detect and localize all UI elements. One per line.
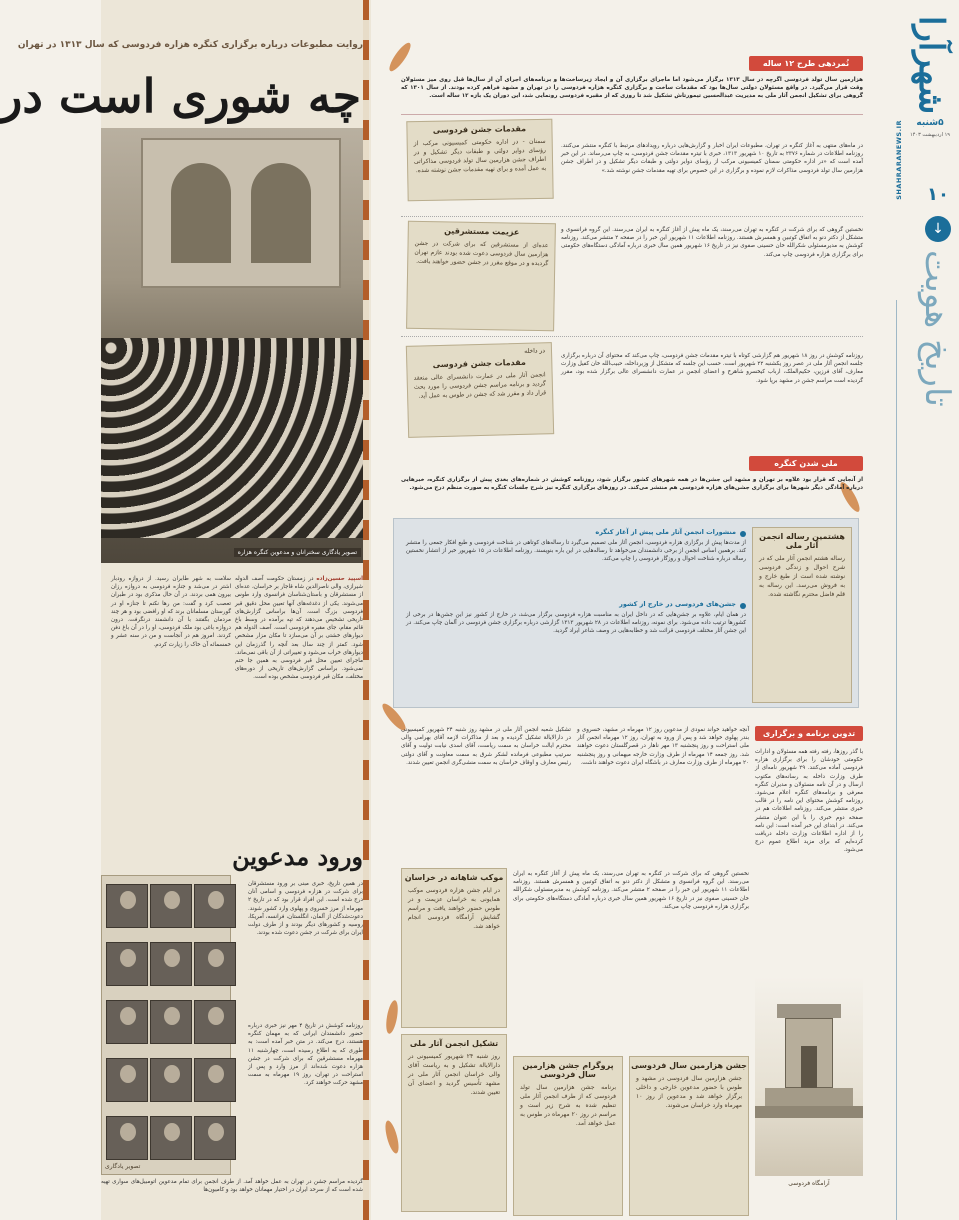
down-arrow-icon: ↓ — [925, 216, 951, 242]
left-headline: چه شوری است در — [0, 69, 361, 123]
section2-text: از آنجایی که قرار بود علاوه بر تهران و مشهد این جشن‌ها در همه شهرهای کشور برگزار شود، روزنامه کوشش در شماره‌های بعدی پیش از برگزاری کنگره، خبرهایی درباره آمادگی دیگر شهرها برای برگزاری جشن‌های هزاره فردوسی هم منتشر می‌کند. در روزهای برگزاری کنگره نیز شرح جلسات کنگره به صورت منظم درج می‌شود. — [401, 477, 863, 492]
section-title-arrivals: ورود مدعوین — [232, 842, 363, 871]
news-box — [393, 518, 859, 708]
clipping-text: در ایام جشن هزاره فردوسی موکب همایونی به خراسان عزیمت و در طوس حضور خواهند یافت و مراسم گشایش آرامگاه فردوسی انجام خواهد شد. — [408, 887, 500, 930]
portrait-photo — [106, 942, 148, 986]
newspaper-clipping-8 — [629, 1056, 749, 1216]
portrait-photo — [150, 1116, 192, 1160]
newspaper-clipping-3 — [406, 342, 554, 438]
leaf-ornament — [383, 1119, 401, 1154]
left-col1-body: در زمستان حکومت آصف الدوله شیرازی، والی ناصرالدین شاه قاجار بر خراسان، عده‌ای از مستشرقان و باستان‌شناسان فرانسوی وارد طوس می‌شوند. یکی از دغدغه‌های آنها تعیین محل دقیق قبر فردوسی بزرگ است. آن‌ها براساس گزارش‌های تاریخی تشخیص می‌دهند که تپه برآمده در وسط باغ قائم مقام، جای مقبره فردوسی است. آصف الدوله هم دیوارهای خشتی بر آن می‌سازد تا مکان مزار مشخص شود. کمتر از چند سال بعد آنچه را گذرزمان این دیوارهای خراب می‌شود و تغییراتی از آن باقی نمی‌ماند. ماجرای تعیین محل قبر فردوسی به همین جا ختم نمی‌شود. براساس گزارش‌های تاریخی از دوره‌های مختلف، مکان قبر فردوسی مشخص بوده است. — [235, 576, 363, 681]
news-text-2: در همان ایام، علاوه بر جشن‌هایی که در داخل ایران به مناسبت هزاره فردوسی برگزار می‌شد، در خارج از کشور نیز این جشن‌ها در برخی از کشورها ترتیب داده می‌شود. برای نمونه، روزنامه اطلاعات در ۲۸ شهریور ۱۳۱۳ گزارشی درباره برگزاری جشن فردوسی در آلمان چاپ می‌کند. در این جشن آثار مختلف فردوسی قرائت شد و خطابه‌هایی در وصف شاعر ایراد گردید. — [406, 612, 746, 635]
group-photo — [101, 128, 363, 563]
logo: شهرآرا — [911, 15, 951, 114]
left-bottom-column-2: روزنامه کوشش در تاریخ ۴ مهر نیز خبری درباره حضور دانشمندان ایرانی که به مهمان کنگره هستند، درج می‌کند. در متن خبر آمده است: به طوری که به اطلاع رسیده است، چهارشنبه ۱۱ مهرماه مستشرقین که برای شرکت در جشن هزاره دعوت شده‌اند از مرز وارد و پس از استراحت در تهران، روز ۱۹ مهرماه به سمت مشهد حرکت خواهند کرد. — [248, 1023, 363, 1087]
newspaper-clipping-7 — [513, 1056, 623, 1216]
clipping-text: روز شنبه ۲۴ شهریور کمیسیونی در دارالایالة تشکیل و به ریاست آقای والی خراسان انجمن آثار ملی در مشهد تأسیس گردید و اعضای آن تعیین شدند. — [408, 1053, 500, 1096]
portraits-grid — [101, 875, 231, 1175]
author-name: اسپید حسین‌زاده — [316, 576, 363, 582]
mid-column-text-3 — [513, 870, 749, 1050]
clipping-text: رساله هشتم انجمن آثار ملی که در شرح احوال و زندگی فردوسی نوشته شده است از طبع خارج و به فروش می‌رسد. این رساله به قلم فاضل محترم نگاشته شده. — [759, 555, 845, 598]
section1-intro: هزارمین سال تولد فردوسی اگرچه در سال ۱۳۱۳ برگزار می‌شود اما ماجرای برگزاری آن و ایجاد زیرساخت‌ها و برنامه‌های اجرای آن از سال‌ها قبل روی میز مسئولان وقت قرار می‌گیرد. در واقع مسئولان دولتی سال‌ها بود که مقدمات ساخت و برگزاری کنگره هزاره فردوسی را در تهران و مشهد فراهم کرده بودند. از سال ۱۳۰۱ که گروهی برای تشکیل انجمن آثار ملی به مدیریت عبدالحسین تیمورتاش تشکیل شد تا روزی که از مقبره فردوسی رونمایی شد، این دوران یک بازه ۱۲ ساله است. — [401, 77, 863, 100]
portrait-photo — [106, 1116, 148, 1160]
dotted-rule — [401, 216, 863, 217]
monument-steps — [755, 1106, 863, 1118]
portrait-photo — [106, 884, 148, 928]
clipping-title: مقدمات جشن فردوسی — [432, 124, 527, 135]
portrait-photo — [106, 1000, 148, 1044]
clipping-title: پروگرام جشن هزارمین سال فردوسی — [522, 1061, 614, 1079]
clipping-title: جشن هزارمین سال فردوسی — [631, 1061, 747, 1070]
newspaper-clipping-5 — [401, 1034, 507, 1212]
section1-paragraph-1: در ماه‌های منتهی به آغاز کنگره در تهران، مطبوعات ایران اخبار و گزارش‌هایی درباره رویدادهای مرتبط با کنگره منتشر می‌کنند. روزنامه اطلاعات در شماره ۲۳۷۶ به تاریخ ۱۰ شهریور ۱۳۱۳، خبری با تیتره مقدمات جشن فردوسی، به چاپ می‌رساند. در این خبر آمده است که «در اداره حکومتی سمنان کمیسیونی مرکب از رؤسای دوایر دولتی و طبقات دیگر تشکیل و در اطراف جشن هزارمین سال تولد فردوسی مذاکرات لازم نموده و برگزاری در این خصوص برای تهیه مقدمات جشن نوشته شد.» — [561, 143, 864, 174]
monument-door — [801, 1046, 817, 1088]
day-label: ۵شنبه — [916, 118, 944, 128]
mid-column-text-1: آنچه خواهید خواند نمودی از مدعوین روز ۱۲ مهرماه در مشهد، خسروی و بندر پهلوی خواهد شد و پس از ورود به تهران، روز ۱۲ مهرماه انجمن آثار ملی استراحت و روز پنجشنبه ۱۳ مهر ناهار در قصرگلستان دعوت خواهند شد. روز جمعه ۱۴ مهرماه از طرف وزارت خارجه میهمانی و روز پنجشنبه ۲۰ مهرماه از طرف وزارت معارف در باشگاه ایران دعوت خواهند داشت. — [577, 727, 750, 766]
portrait-photo — [194, 1116, 236, 1160]
clipping-text: سمنان - در اداره حکومتی کمیسیونی مرکب از رؤسای دوایر دولتی و طبقات دیگر تشکیل و در اطراف جشن هزارمین سال تولد فردوسی مذاکراتی به عمل آمده و برای تهیه مقدمات جشن نوشته شده. — [413, 137, 547, 175]
section-name: تاریخ هویت — [917, 250, 957, 407]
left-kicker: روایت مطبوعات درباره برگزاری کنگره هزاره فردوسی که سال ۱۳۱۳ در تهران — [17, 40, 363, 50]
news-heading-1: منشورات انجمن آثار ملی پیش از آغاز کنگره — [595, 528, 736, 536]
leaf-ornament — [384, 999, 400, 1034]
clipping-text: برنامه جشن هزارمین سال تولد فردوسی که از طرف انجمن آثار ملی تنظیم شده به شرح زیر است و مراسم در روز ۲۰ مهرماه در طوس به عمل خواهد آمد. — [520, 1084, 616, 1127]
newspaper-clipping-1 — [406, 119, 553, 202]
photo-crowd — [101, 338, 363, 538]
masthead-rule — [896, 300, 897, 1220]
clipping-title: مقدمات جشن فردوسی — [432, 357, 527, 370]
section3-text: با گذر روزها، رفته رفته همه مسئولان و ادارات حکومتی خودشان را برای برگزاری هزاره فردوسی آماده می‌کنند. ۲۹ شهریور نامه‌ای از طرف وزارت داخله به رسانه‌های مکتوب ارسال و در آن نامه مسئولان و مدیران کنگره معرفی و برنامه‌های کنگره اعلام می‌شود. روزنامه کوشش محتوای این نامه را در قالب خبری منتشر می‌کند. روزنامه اطلاعات هم در صفحه دوم خبری را با این عنوان منتشر می‌کند. در ابتدای این خبر آمده است: این نامه را از اداره اطلاعات وزارت داخله دریافت کرده‌ایم که برای مزید اطلاع عموم درج می‌شود. — [755, 749, 863, 854]
mid-column-text-2: تشکیل شعبه انجمن آثار ملی در مشهد روز شنبه ۲۴ شهریور کمیسیونی در دارالایالة تشکیل گردیده و بعد از مذاکرات لازمه آقای بهرامی والی محترم ایالت خراسان به سمت ریاست، آقای اسدی نیابت تولیت و آقای سرتیپ مطبوعی فرمانده لشکر شرق به سمت معاونت و آقای دولتی رئیس معارف و اوقاف خراسان به سمت منشی‌گری انجمن تعیین شدند. — [401, 727, 571, 766]
clipping-title: موکب شاهانه در خراسان — [404, 873, 504, 882]
portrait-photo — [150, 1000, 192, 1044]
section-title-program: تدوین برنامه و برگزاری — [755, 726, 863, 741]
mid-col3-text: نخستین گروهی که برای شرکت در کنگره به تهران می‌رسند، یک ماه پیش از آغاز کنگره به ایران می‌رسند. این گروه فرانسوی و متشکل از دکتر دنو به اتفاق کوتبین و همسرش هستند. روزنامه اطلاعات ۱۱ شهریور این خبر را در صفحه ۲ منتشر می‌کند. روزنامه کوشش به مدیرمسئولی شکرالله خان حسینی صفوی نیز در تاریخ ۱۶ شهریور همین سال خبری درباره آمادگی دستگاه‌های حکومتی برای برگزاری هزاره فردوسی چاپ می‌کند. — [513, 871, 749, 910]
clipping-title: هشتمین رساله انجمن آثار ملی — [759, 532, 845, 550]
photo-arch — [251, 163, 311, 263]
monument-roof — [777, 1004, 841, 1018]
leaf-ornament — [386, 40, 414, 74]
left-column-text-2: سلامت به شهر طابران رسید. از دروازه رودبار اشتر در می‌شد و جنازه فردوسی به دروازه رزان بیرون همی بردند. در آن حال مذکری بود در طبران تعصب کرد و گفت: من رها نکنم تا جنازه او در گورستان مسلمانان برند که او رافضی بود و هر چند مردمان بگفتند با آن دانشمند درنگرفت. درون دروازه باغی بود ملک فردوسی، او را در آن باغ دفن کردند. امروز هم در آنجاست و من در سنه عشر و خمسمائه آن خاک را زیارت کردم. — [111, 576, 231, 648]
section2-photo-caption: تصویر یادگاری — [105, 1163, 141, 1170]
monument-photo — [755, 976, 863, 1176]
clipping-title: تشکیل انجمن آثار ملی — [409, 1039, 499, 1048]
monument-base — [765, 1088, 853, 1106]
monument-caption: آرامگاه فردوسی — [788, 1180, 830, 1187]
left-page — [0, 0, 371, 1220]
clipping-text: انجمن آثار ملی در عمارت دانشسرای عالی منعقد گردید و برنامه مراسم جشن فردوسی را مورد بحث قرار داد و مقرر شد که جشن در طوس به عمل آید. — [413, 371, 547, 400]
portrait-photo — [194, 942, 236, 986]
portrait-photo — [150, 884, 192, 928]
portrait-photo — [106, 1058, 148, 1102]
newspaper-clipping-6 — [401, 868, 507, 1028]
portrait-photo — [150, 1058, 192, 1102]
portrait-photo — [194, 1058, 236, 1102]
issue-date: ۱۹ اردیبهشت ۱۴۰۳ — [910, 132, 950, 138]
masthead — [871, 0, 959, 1220]
news-text-1: از مدت‌ها پیش از برگزاری هزاره فردوسی، انجمن آثار ملی تصمیم می‌گیرد تا رساله‌های کوتاهی در شناخت فردوسی و طبع افکار جمعی را منتشر کند. برهمین اساس انجمن از برخی دانشمندان می‌خواهد تا رساله‌هایی در این باره بنویسند. روزنامه اطلاعات در ۱۵ شهریور خبر از انتشار نخستین رساله درباره شناخت احوال و روزگار فردوسی را چاپ می‌کند. — [406, 540, 746, 563]
bullet-icon — [740, 531, 746, 537]
section1-paragraph-3: روزنامه کوشش در روز ۱۸ شهریور هم گزارشی کوتاه با تیتره مقدمات جشن فردوسی، چاپ می‌کند که محتوای آن درباره برگزاری جلسه انجمن آثار ملی در عصر روز یکشنبه ۲۲ شهریور است. حسب این جلسه که متشکل از وزیرداخله، حبیب‌الله خان کفیل وزارت معارف، آقای فرزین، حکیم‌الملک، ارباب کیخسرو شاهرخ و اعضای انجمن در عمارت دانشسرای عالی برگزار شده بود، مقرر گردیده است مراسم جشن در مشهد برپا شود. — [561, 353, 864, 384]
rule — [401, 114, 863, 115]
section1-paragraph-2: نخستین گروهی که برای شرکت در کنگره به تهران می‌رسند، یک ماه پیش از آغاز کنگره به ایران می‌رسند. این گروه فرانسوی و متشکل از دکتر دنو به اتفاق کوتبین و همسرش هستند. روزنامه اطلاعات ۱۱ شهریور این خبر را در صفحه ۲ منتشر می‌کند. روزنامه کوشش به مدیرمسئولی شکرالله خان حسینی صفوی نیز در تاریخ ۱۶ شهریور همین سال خبری درباره آمادگی دستگاه‌های حکومتی برای برگزاری هزاره فردوسی چاپ می‌کند. — [561, 227, 864, 258]
newspaper-clipping-2 — [406, 221, 556, 332]
portrait-photo — [150, 942, 192, 986]
clipping-kicker: در داخله — [524, 347, 546, 355]
newspaper-clipping-4 — [752, 527, 852, 703]
clipping-text: عده‌ای از مستشرقین که برای شرکت در جشن هزارمین سال فردوسی دعوت شده بودند عازم تهران گردیده و در موقع مقرر در جشن حضور خواهند یافت. — [414, 239, 549, 268]
section-title-national: ملی شدن کنگره — [749, 456, 863, 471]
left-bottom-text: گردیده مراسم جشن در تهران به عمل خواهد آمد. از طرف انجمن برای تمام مدعوین اتومبیل‌های سواری تهیه شده است که از سرحد ایران در اختیار مهمانان خواهد بود و کامیون‌ها — [101, 1179, 363, 1194]
news-heading-2: جشن‌های فردوسی در خارج از کشور — [619, 600, 736, 608]
photo-caption: تصویر یادگاری سخنرانان و مدعوین کنگره هزاره — [234, 548, 361, 557]
clipping-title: عزیمت مستشرقین — [444, 226, 520, 237]
portrait-photo — [194, 1000, 236, 1044]
page-number: ۱۰ — [927, 184, 949, 205]
left-divider — [363, 0, 369, 1220]
website: SHAHRARANEWS.IR — [895, 120, 903, 200]
clipping-text: جشن هزارمین سال فردوسی در مشهد و طوس با حضور مدعوین خارجی و داخلی برگزار خواهد شد و مدعوین از روز ۱۰ مهرماه وارد خراسان می‌شوند. — [636, 1075, 742, 1109]
portrait-photo — [194, 884, 236, 928]
dotted-rule — [401, 336, 863, 337]
section-title-12-year-plan: نُمردهی طرح ۱۲ ساله — [749, 56, 863, 71]
left-bottom-column: در همین تاریخ، خبری مبنی بر ورود مستشرقان برای شرکت در هزاره فردوسی و اسامی آنان درج شده است. این افراد قرار بود که در تاریخ ۲ مهرماه از مرز خسروی و پهلوی وارد کشور شوند. دعوت‌شدگان از آلمان، انگلستان، فرانسه، آمریکا، روسیه و کشورهای دیگر بودند و از طرف دولت ایران برای شرکت در جشن دعوت شده بودند. — [248, 881, 363, 937]
photo-arch — [171, 163, 231, 263]
left-column-text — [235, 575, 363, 823]
bullet-icon — [740, 603, 746, 609]
